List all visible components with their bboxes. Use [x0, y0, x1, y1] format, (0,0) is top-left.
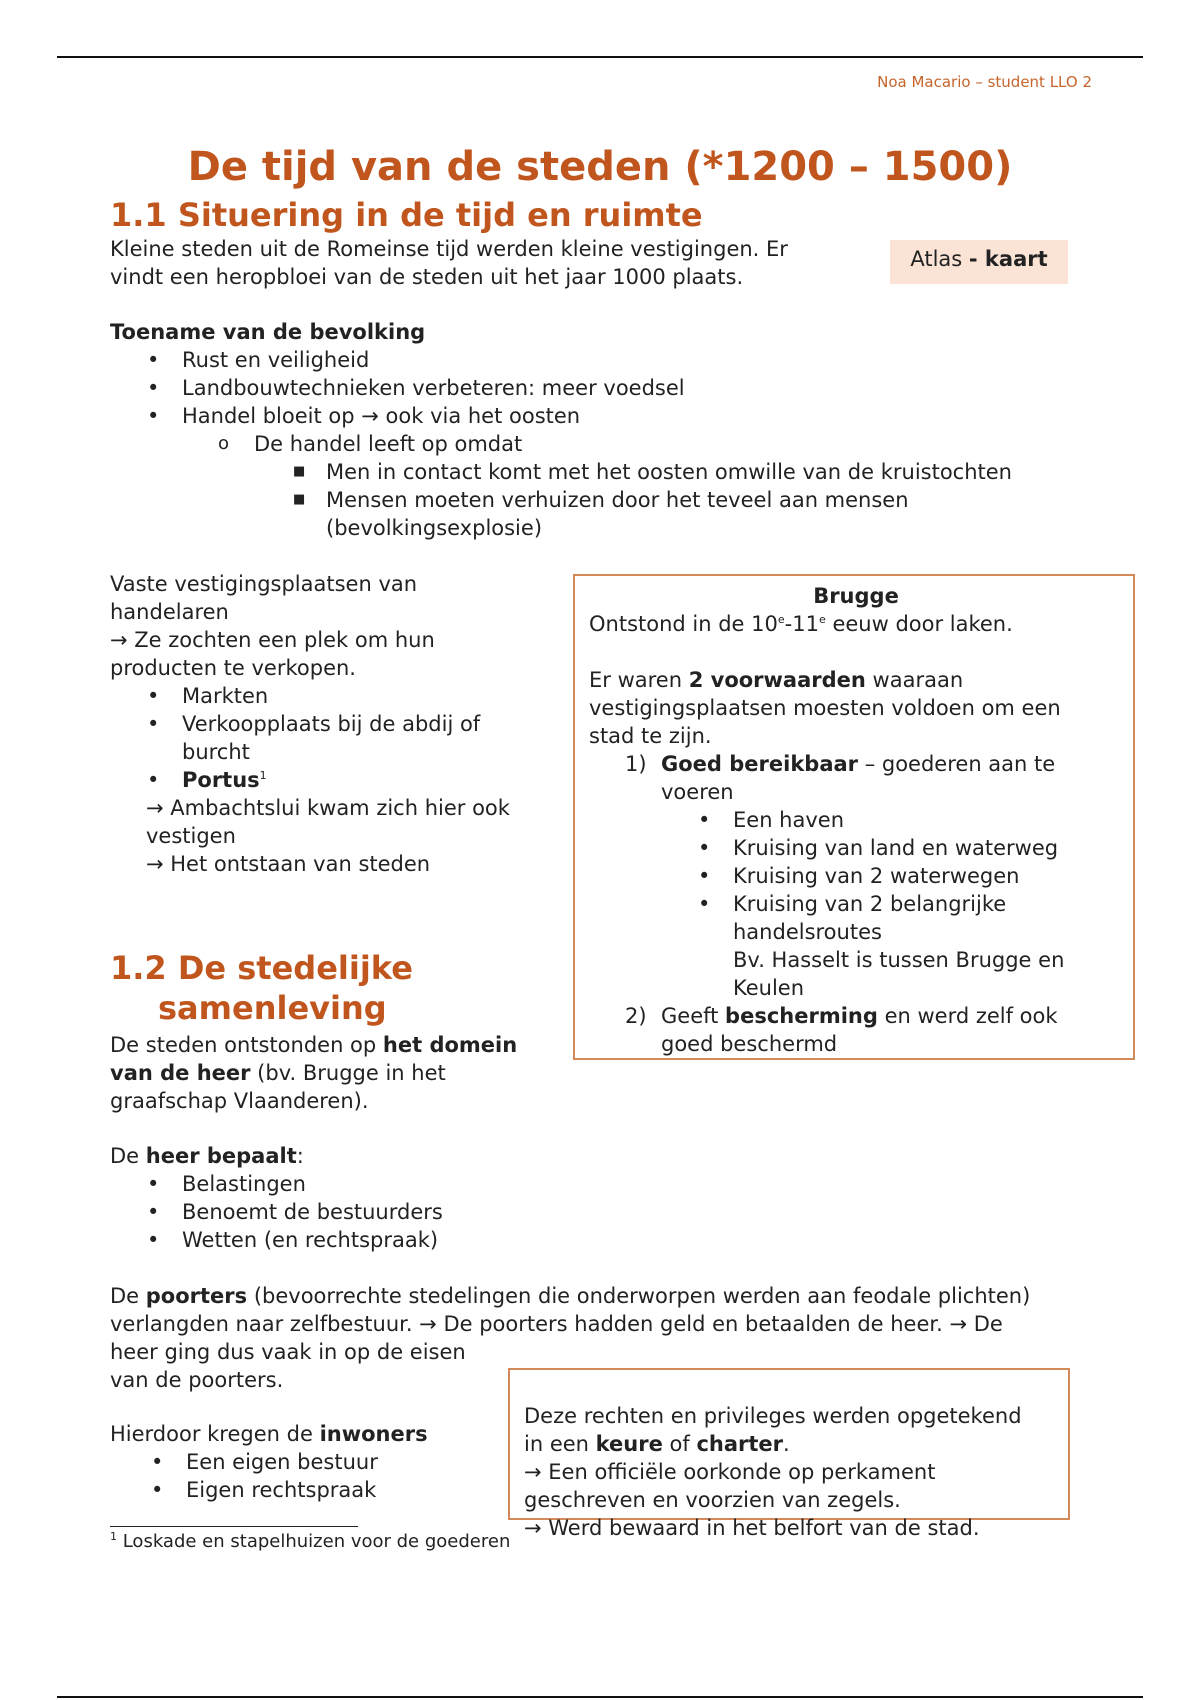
intro-line-2: vindt een heropbloei van de steden uit het jaar 1000 plaats. [110, 265, 744, 289]
bullet-icon: • [151, 1478, 164, 1502]
list-item: • Verkoopplaats bij de abdij of [147, 712, 481, 736]
bullet-icon: • [698, 864, 711, 888]
bullet-icon: • [147, 1228, 160, 1252]
footnote-ref[interactable]: 1 [259, 769, 267, 782]
domein-paragraph: De steden ontstonden op het domein van de heer (bv. Brugge in het graafschap Vlaanderen). [110, 1033, 518, 1113]
bevolking-list [147, 346, 685, 430]
vast-line-4: producten te verkopen. [110, 656, 356, 680]
section-1-heading: 1.1 Situering in de tijd en ruimte [110, 196, 703, 234]
voorwaarden-line-2: vestigingsplaatsen moesten voldoen om een [589, 696, 1061, 720]
charter-box [508, 1368, 1070, 1540]
bullet-icon: • [698, 808, 711, 832]
bottom-rule [57, 1696, 1143, 1698]
vast-line-2: handelaren [110, 600, 229, 624]
inwoners-list [151, 1448, 378, 1504]
bullet-icon: • [147, 712, 160, 736]
atlas-kaart-label: kaart [977, 247, 1048, 271]
atlas-dash: - [968, 247, 978, 271]
voorwaarden-line-3: stad te zijn. [589, 724, 712, 748]
list-item: • Portus$^1$ [147, 768, 267, 792]
circle-bullet-icon: o [218, 433, 230, 454]
footnote: $^1$ Loskade en stapelhuizen voor de goederen [110, 1530, 511, 1552]
bullet-icon: • [147, 376, 160, 400]
handel-sub-item: o De handel leeft op omdat [218, 432, 523, 456]
charter-line-1: Deze rechten en privileges werden opgetekend [524, 1404, 1022, 1428]
bullet-icon: • [147, 1200, 160, 1224]
vestiging-block [110, 570, 560, 878]
condition-1: 1) Goed bereikbaar – goederen aan te voeren • Een haven • Kruising van land en waterweg • Kruising van 2 waterwegen • Kruising van 2 belangrijke handelsroutes Bv. Hasselt is tussen Brugge en Keulen [589, 750, 1123, 1002]
poorters-paragraph: De poorters (bevoorrechte stedelingen die onderworpen werden aan feodale plichten) verlangden naar zelfbestuur. → De poorters hadden geld en betaalden de heer. → De heer ging dus vaak in op de eisen van de poorters. [110, 1284, 1031, 1392]
vast-line-3: → Ze zochten een plek om hun [110, 628, 435, 652]
square-bullet-icon: ■ [293, 492, 306, 507]
list-item-continuation: handelsroutes [733, 920, 882, 944]
list-item-continuation: Bv. Hasselt is tussen Brugge en [733, 948, 1065, 972]
bullet-icon: • [147, 768, 160, 792]
list-item: • Handel bloeit op → ook via het oosten [147, 404, 581, 428]
bullet-icon: • [698, 892, 711, 916]
voorwaarden-line-1: Er waren 2 voorwaarden waaraan [589, 668, 964, 692]
vast-list [110, 682, 560, 794]
bullet-icon: • [147, 684, 160, 708]
top-rule [57, 56, 1143, 58]
bullet-icon: • [151, 1450, 164, 1474]
amb-line-2: vestigen [146, 824, 236, 848]
list-item-continuation: (bevolkingsexplosie) [326, 516, 543, 540]
heer-bepaalt: De heer bepaalt: [110, 1144, 304, 1168]
charter-line-4: geschreven en voorzien van zegels. [524, 1488, 901, 1512]
list-item: • Kruising van land en waterweg [698, 836, 1059, 860]
charter-line-5: → Werd bewaard in het belfort van de stad. [524, 1516, 980, 1540]
section-2-heading: 1.2 De stedelijke samenleving [110, 949, 413, 1027]
footnote-rule [110, 1526, 358, 1527]
bullet-icon: • [147, 404, 160, 428]
list-item: • Kruising van 2 waterwegen [698, 864, 1020, 888]
vast-line-1: Vaste vestigingsplaatsen van [110, 572, 418, 596]
bullet-icon: • [147, 348, 160, 372]
charter-line-3: → Een officiële oorkonde op perkament [524, 1460, 936, 1484]
brugge-title: Brugge [813, 584, 899, 608]
list-item: ■ Men in contact komt met het oosten omwille van de kruistochten [293, 460, 1012, 484]
list-item: • Benoemt de bestuurders [147, 1200, 443, 1224]
list-item: • Een eigen bestuur [151, 1450, 378, 1474]
list-item: • Een haven [698, 808, 845, 832]
condition-2: 2) Geeft bescherming en werd zelf ook goed beschermd [625, 1004, 1058, 1056]
brugge-box [573, 574, 1135, 1060]
inwoners-line: Hierdoor kregen de inwoners [110, 1422, 428, 1446]
bullet-icon: • [147, 1172, 160, 1196]
list-item: ■ Mensen moeten verhuizen door het teveel aan mensen [293, 488, 909, 512]
amb-line-3: → Het ontstaan van steden [146, 852, 431, 876]
list-item: • Landbouwtechnieken verbeteren: meer voedsel [147, 376, 685, 400]
list-item: • Wetten (en rechtspraak) [147, 1228, 439, 1252]
bullet-icon: • [698, 836, 711, 860]
list-item: • Kruising van 2 belangrijke [698, 892, 1007, 916]
list-item: • Belastingen [147, 1172, 306, 1196]
header-author: Noa Macario – student LLO 2 [877, 73, 1092, 91]
heer-list [147, 1170, 443, 1254]
handel-reasons-list [293, 458, 1012, 542]
intro-line-1: Kleine steden uit de Romeinse tijd werden kleine vestigingen. Er [110, 237, 788, 261]
atlas-kaart-badge [890, 240, 1068, 284]
list-item: • Rust en veiligheid [147, 348, 370, 372]
list-item-continuation: burcht [182, 740, 250, 764]
page-title: De tijd van de steden (*1200 – 1500) [187, 144, 1013, 190]
list-item: • Eigen rechtspraak [151, 1478, 377, 1502]
bevolking-heading: Toename van de bevolking [110, 320, 426, 344]
brugge-origin: Ontstond in de 10e-11e eeuw door laken. [589, 612, 1013, 636]
atlas-label: Atlas [910, 247, 969, 271]
amb-line-1: → Ambachtslui kwam zich hier ook [146, 796, 510, 820]
charter-line-2: in een keure of charter. [524, 1432, 790, 1456]
condition-1-list [661, 806, 1123, 1002]
square-bullet-icon: ■ [293, 464, 306, 479]
list-item: • Markten [147, 684, 269, 708]
list-item-continuation: Keulen [733, 976, 805, 1000]
